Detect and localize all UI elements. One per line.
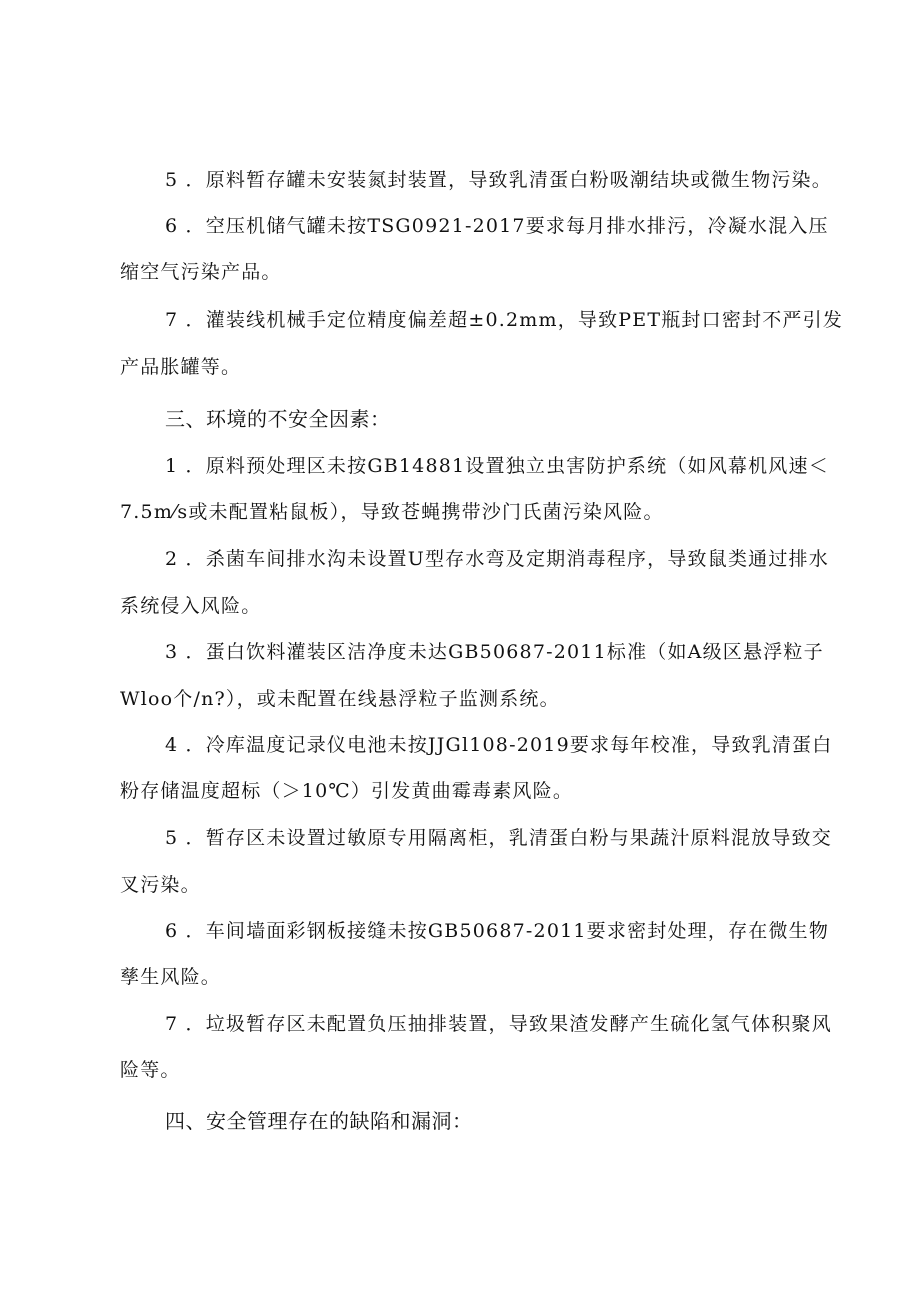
env-item-3-line-1: 3 ．蛋白饮料灌装区洁净度未达GB50687-2011标准（如A级区悬浮粒子 <box>165 641 824 663</box>
section-heading-3: 三、环境的不安全因素： <box>165 407 391 431</box>
item-6-line-1: 6 ．空压机储气罐未按TSG0921-2017要求每月排水排污，冷凝水混入压 <box>165 215 829 237</box>
item-7-line-2: 产品胀罐等。 <box>120 356 242 378</box>
env-item-4-line-1: 4 ．冷库温度记录仪电池未按JJGl108-2019要求每年校准，导致乳清蛋白 <box>165 734 833 756</box>
item-6-line-2: 缩空气污染产品。 <box>120 261 282 283</box>
item-7-line-1: 7 ．灌装线机械手定位精度偏差超±0.2mm，导致PET瓶封口密封不严引发 <box>165 309 844 331</box>
env-item-6-line-2: 孳生风险。 <box>120 966 222 988</box>
env-item-5-line-2: 叉污染。 <box>120 874 201 896</box>
env-item-2-line-1: 2 ．杀菌车间排水沟未设置U型存水弯及定期消毒程序，导致鼠类通过排水 <box>165 548 829 570</box>
env-item-4-line-2: 粉存储温度超标（＞10℃）引发黄曲霉毒素风险。 <box>120 780 574 802</box>
item-5-line-1: 5 ．原料暂存罐未安装氮封装置，导致乳清蛋白粉吸潮结块或微生物污染。 <box>165 169 832 191</box>
env-item-7-line-2: 险等。 <box>120 1059 181 1081</box>
section-heading-4: 四、安全管理存在的缺陷和漏洞： <box>165 1109 473 1133</box>
env-item-2-line-2: 系统侵入风险。 <box>120 595 262 617</box>
env-item-6-line-1: 6 ．车间墙面彩钢板接缝未按GB50687-2011要求密封处理，存在微生物 <box>165 920 830 942</box>
env-item-3-line-2: Wloo个/n?），或未配置在线悬浮粒子监测系统。 <box>120 688 560 710</box>
env-item-1-line-1: 1 ．原料预处理区未按GB14881设置独立虫害防护系统（如风幕机风速＜ <box>165 455 829 477</box>
env-item-5-line-1: 5 ．暂存区未设置过敏原专用隔离柜，乳清蛋白粉与果蔬汁原料混放导致交 <box>165 827 832 849</box>
env-item-7-line-1: 7 ．垃圾暂存区未配置负压抽排装置，导致果渣发酵产生硫化氢气体积聚风 <box>165 1013 832 1035</box>
env-item-1-line-2: 7.5m⁄s或未配置粘鼠板），导致苍蝇携带沙门氏菌污染风险。 <box>120 501 664 523</box>
